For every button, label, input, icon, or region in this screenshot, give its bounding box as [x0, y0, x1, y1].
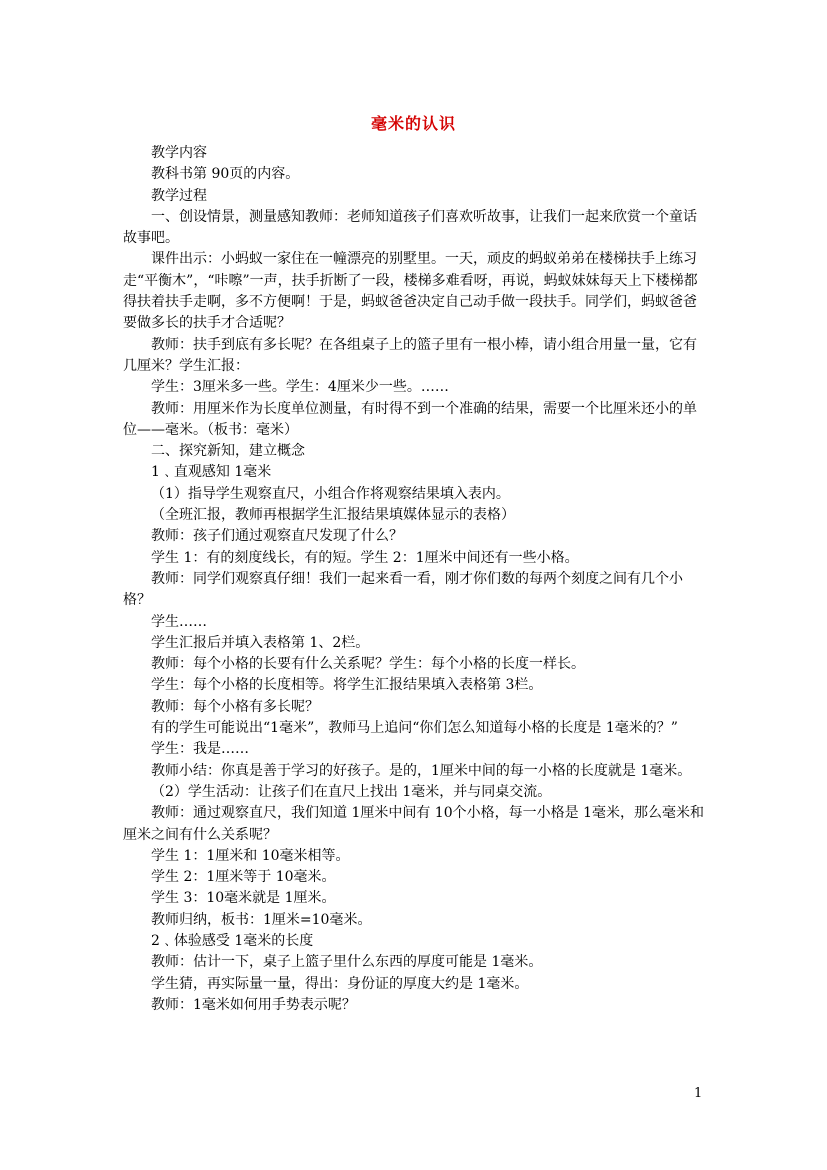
paragraph: 学生汇报后并填入表格第 1、2栏。: [151, 634, 370, 651]
paragraph: 教师：每个小格的长要有什么关系呢？学生：每个小格的长度一样长。: [151, 656, 585, 673]
paragraph: 教师：1毫米如何用手势表示呢？: [151, 996, 356, 1013]
paragraph: 教师：扶手到底有多长呢？在各组桌子上的篮子里有一根小棒，请小组合用量一量，它有几厘米？学生汇报：: [123, 336, 697, 374]
paragraph: 教师：每个小格有多长呢？: [151, 698, 319, 715]
paragraph: 教师：同学们观察真仔细！我们一起来看一看，刚才你们数的每两个刻度之间有几个小格？: [123, 570, 683, 609]
paragraph: 教师：孩子们通过观察直尺发现了什么？: [151, 528, 403, 545]
paragraph: 教学过程: [151, 187, 207, 204]
document-body: [123, 143, 705, 1016]
document-title: 毫米的认识: [370, 114, 456, 133]
section-heading: 二、探究新知，建立概念: [151, 443, 305, 460]
paragraph: 教科书第 90页的内容。: [151, 166, 300, 183]
paragraph: 教师归纳，板书：1厘米=10毫米。: [151, 911, 372, 928]
paragraph: 教师：估计一下，桌子上篮子里什么东西的厚度可能是 1毫米。: [151, 954, 543, 971]
paragraph: 学生：3厘米多一些。学生：4厘米少一些。……: [151, 379, 449, 396]
paragraph: 课件出示：小蚂蚁一家住在一幢漂亮的别墅里。一天，顽皮的蚂蚁弟弟在楼梯扶手上练习走“平衡木”，“咔嚓”一声，扶手折断了一段，楼梯多难看呀，再说，蚂蚁妹妹每天上下楼梯都得扶着扶手走啊，多不方便啊！于是，蚂蚁爸爸决定自己动手做一段扶手。同学们，蚂蚁爸爸要做多长的扶手才合适呢？: [123, 251, 698, 332]
subsection-heading: 1﹑直观感知 1毫米: [151, 464, 272, 481]
paragraph: （全班汇报，教师再根据学生汇报结果填媒体显示的表格）: [151, 507, 515, 524]
paragraph: 学生：每个小格的长度相等。将学生汇报结果填入表格第 3栏。: [151, 677, 543, 694]
paragraph: 教师：用厘米作为长度单位测量，有时得不到一个准确的结果，需要一个比厘米还小的单位——毫米。（板书：毫米）: [123, 400, 697, 438]
paragraph: 学生：我是……: [151, 741, 249, 758]
paragraph: 有的学生可能说出“1毫米”，教师马上追问“你们怎么知道每小格的长度是 1毫米的？”: [151, 720, 678, 737]
paragraph: 学生 1：1厘米和 10毫米相等。: [151, 847, 350, 864]
paragraph: 学生……: [151, 613, 207, 630]
subsection-heading: 2﹑体验感受 1毫米的长度: [151, 932, 314, 949]
paragraph: 教师：通过观察直尺，我们知道 1厘米中间有 10个小格，每一小格是 1毫米，那么毫米和厘米之间有什么关系呢？: [123, 805, 704, 843]
paragraph: 学生 3：10毫米就是 1厘米。: [151, 890, 336, 907]
paragraph: （2）学生活动：让孩子们在直尺上找出 1毫米，并与同桌交流。: [151, 783, 552, 800]
paragraph: 教师小结：你真是善于学习的好孩子。是的，1厘米中间的每一小格的长度就是 1毫米。: [151, 762, 692, 779]
page-number: 1: [694, 1086, 703, 1101]
paragraph: 教学内容: [151, 145, 207, 161]
paragraph: （1）指导学生观察直尺，小组合作将观察结果填入表内。: [151, 485, 510, 502]
paragraph: 学生 1：有的刻度线长，有的短。学生 2：1厘米中间还有一些小格。: [151, 549, 579, 566]
paragraph: 学生猜，再实际量一量，得出：身份证的厚度大约是 1毫米。: [151, 975, 529, 992]
paragraph: 一、创设情景，测量感知教师：老师知道孩子们喜欢听故事，让我们一起来欣赏一个童话故事吧。: [123, 208, 697, 247]
paragraph: 学生 2：1厘米等于 10毫米。: [151, 869, 336, 886]
